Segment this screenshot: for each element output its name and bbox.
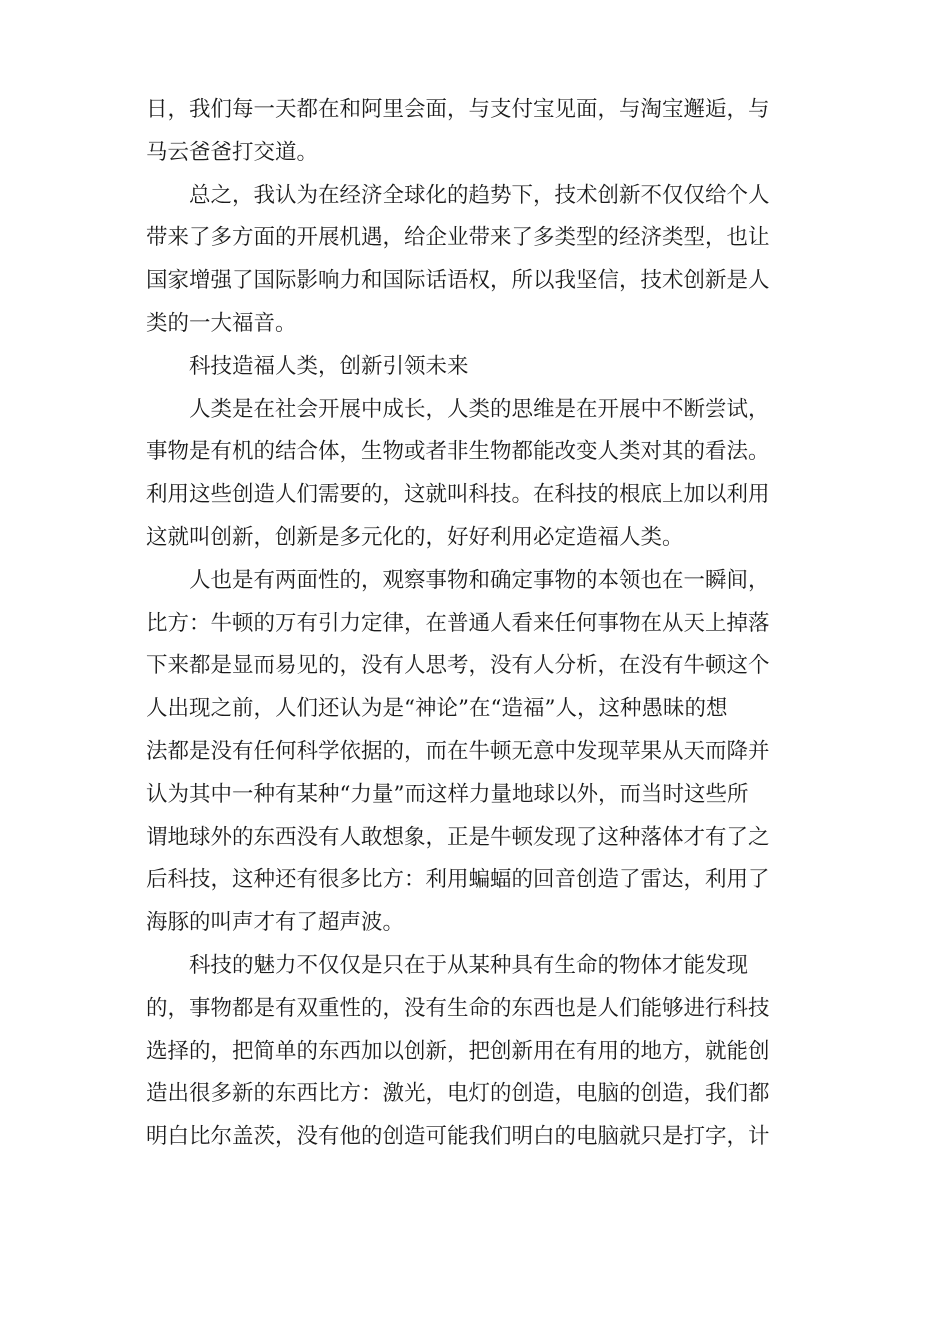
text-line: 日，我们每一天都在和阿里会面，与支付宝见面，与淘宝邂逅，与 — [146, 97, 770, 122]
section-heading: 科技造福人类，创新引领未来 — [189, 353, 469, 379]
text-line: 的，事物都是有双重性的，没有生命的东西也是人们能够进行科技 — [146, 995, 770, 1021]
text-line: 海豚的叫声才有了超声波。 — [146, 910, 405, 936]
text-line: 人出现之前，人们还认为是“神论”在“造福”人，这种愚昧的想 — [146, 696, 728, 722]
text-line: 类的一大福音。 — [146, 310, 297, 336]
text-line: 选择的，把简单的东西加以创新，把创新用在有用的地方，就能创 — [146, 1038, 770, 1064]
text-line: 带来了多方面的开展机遇，给企业带来了多类型的经济类型，也让 — [146, 225, 770, 251]
text-line: 法都是没有任何科学依据的，而在牛顿无意中发现苹果从天而降并 — [146, 738, 770, 764]
text-line: 人类是在社会开展中成长，人类的思维是在开展中不断尝试， — [189, 396, 770, 422]
text-line: 科技的魅力不仅仅是只在于从某种具有生命的物体才能发现 — [189, 952, 749, 978]
text-line: 造出很多新的东西比方：激光，电灯的创造，电脑的创造，我们都 — [146, 1081, 770, 1107]
text-line: 谓地球外的东西没有人敢想象，正是牛顿发现了这种落体才有了之 — [146, 824, 770, 850]
text-line: 下来都是显而易见的，没有人思考，没有人分析，在没有牛顿这个 — [146, 653, 770, 679]
text-line: 人也是有两面性的，观察事物和确定事物的本领也在一瞬间， — [189, 567, 770, 593]
text-line: 马云爸爸打交道。 — [146, 139, 319, 165]
text-line: 这就叫创新，创新是多元化的，好好利用必定造福人类。 — [146, 524, 684, 550]
text-line: 明白比尔盖茨，没有他的创造可能我们明白的电脑就只是打字，计 — [146, 1124, 770, 1150]
text-line: 认为其中一种有某种“力量”而这样力量地球以外，而当时这些所 — [146, 781, 749, 807]
text-line: 利用这些创造人们需要的，这就叫科技。在科技的根底上加以利用 — [146, 482, 770, 508]
text-line: 后科技，这种还有很多比方：利用蝙蝠的回音创造了雷达，利用了 — [146, 867, 770, 893]
text-line: 国家增强了国际影响力和国际话语权，所以我坚信，技术创新是人 — [146, 268, 770, 294]
text-line: 事物是有机的结合体，生物或者非生物都能改变人类对其的看法。 — [146, 439, 770, 465]
text-line: 总之，我认为在经济全球化的趋势下，技术创新不仅仅给个人 — [189, 182, 770, 208]
text-line: 比方：牛顿的万有引力定律，在普通人看来任何事物在从天上掉落 — [146, 610, 770, 636]
document-body — [146, 89, 806, 1159]
